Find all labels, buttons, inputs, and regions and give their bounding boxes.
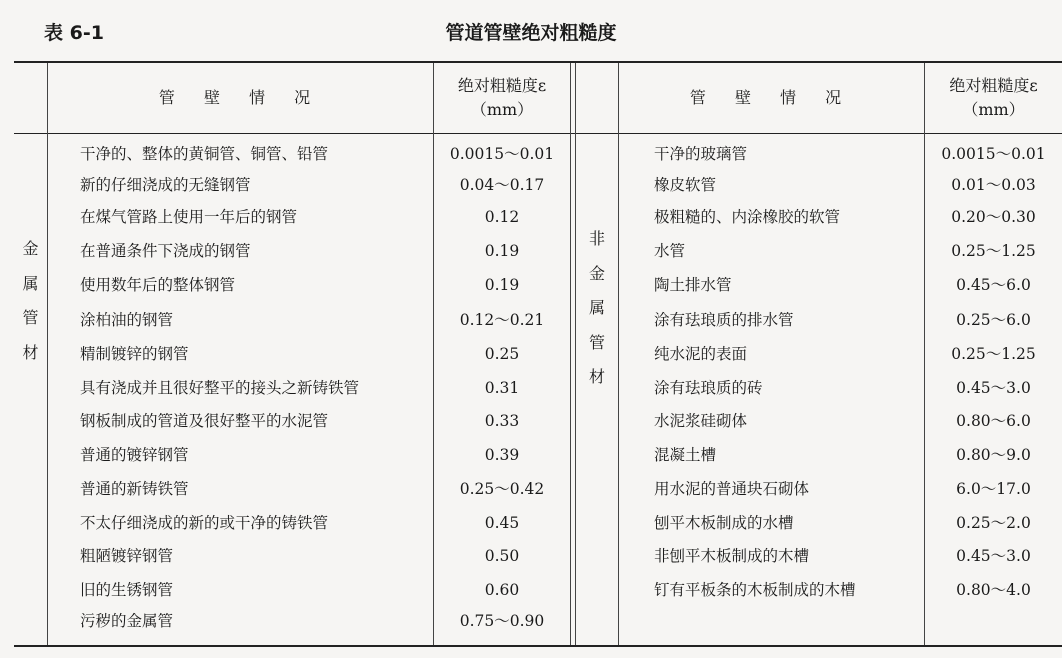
metal-row-value: 0.19 <box>484 242 520 260</box>
metal-row-desc: 使用数年后的整体钢管 <box>80 276 236 294</box>
metal-row-desc: 粗陋镀锌钢管 <box>80 547 174 565</box>
nonmetal-row-desc: 钉有平板条的木板制成的木槽 <box>654 581 856 599</box>
metal-category-label <box>14 232 47 370</box>
metal-row-desc: 新的仔细浇成的无缝钢管 <box>80 176 251 194</box>
metal-row-desc: 在煤气管路上使用一年后的钢管 <box>80 208 298 226</box>
header-wall-condition-right <box>619 63 924 133</box>
nonmetal-row-value: 0.25～1.25 <box>951 345 1036 363</box>
nonmetal-row-value: 0.20～0.30 <box>951 208 1036 226</box>
category-char: 属 <box>588 298 605 317</box>
nonmetal-row-value: 0.80～6.0 <box>956 412 1031 430</box>
nonmetal-row-value: 0.01～0.03 <box>951 176 1036 194</box>
nonmetal-row-value: 0.80～9.0 <box>956 446 1031 464</box>
metal-row-desc: 普通的新铸铁管 <box>80 480 189 498</box>
metal-row-value: 0.33 <box>484 412 520 430</box>
nonmetal-row-value: 0.45～3.0 <box>956 379 1031 397</box>
metal-row-value: 0.12 <box>484 208 520 226</box>
header-roughness-label: 绝对粗糙度ε <box>457 76 547 95</box>
category-char: 管 <box>588 332 605 352</box>
metal-row-value: 0.39 <box>484 446 520 464</box>
metal-row-value: 0.25～0.42 <box>459 480 545 498</box>
table-title: 管道管壁绝对粗糙度 <box>445 22 617 44</box>
nonmetal-row-desc: 刨平木板制成的水槽 <box>654 514 794 532</box>
nonmetal-row-value: 0.25～1.25 <box>951 242 1036 260</box>
metal-row-desc: 精制镀锌的钢管 <box>80 345 189 363</box>
table-number: 表 6-1 <box>44 22 104 44</box>
category-char: 金 <box>22 239 39 258</box>
nonmetal-row-desc: 水管 <box>654 242 686 260</box>
category-char: 管 <box>22 308 39 327</box>
nonmetal-row-value: 0.45～3.0 <box>956 547 1031 565</box>
nonmetal-row-desc: 水泥浆硅砌体 <box>654 412 748 430</box>
metal-row-desc: 在普通条件下浇成的钢管 <box>80 242 251 260</box>
header-wall-condition-left <box>48 63 433 133</box>
nonmetal-category-label <box>576 222 618 395</box>
metal-row-desc: 旧的生锈钢管 <box>80 581 174 599</box>
column-divider <box>618 63 619 645</box>
metal-row-value: 0.19 <box>484 276 520 294</box>
header-unit-label: （mm） <box>470 100 534 119</box>
metal-row-value: 0.31 <box>484 379 520 397</box>
nonmetal-row-desc: 涂有珐琅质的排水管 <box>654 311 794 329</box>
metal-row-value: 0.50 <box>484 547 520 565</box>
nonmetal-row-desc: 涂有珐琅质的砖 <box>654 379 763 397</box>
nonmetal-row-value: 0.0015～0.01 <box>941 145 1046 163</box>
category-char: 非 <box>588 229 605 248</box>
metal-row-value: 0.25 <box>484 345 520 363</box>
metal-row-value: 0.45 <box>484 514 520 532</box>
header-wall-label: 管 壁 情 况 <box>689 88 854 107</box>
nonmetal-row-value: 0.25～6.0 <box>956 311 1031 329</box>
header-rule <box>14 133 1062 134</box>
metal-row-desc: 干净的、整体的黄铜管、铜管、铅管 <box>80 145 329 163</box>
column-divider <box>47 63 48 645</box>
metal-row-value: 0.60 <box>484 581 520 599</box>
category-char: 材 <box>22 342 39 362</box>
metal-row-desc: 普通的镀锌钢管 <box>80 446 189 464</box>
header-roughness-left <box>434 63 570 133</box>
category-char: 材 <box>588 367 605 386</box>
header-wall-label: 管 壁 情 况 <box>158 88 323 107</box>
nonmetal-row-value: 0.80～4.0 <box>956 581 1031 599</box>
nonmetal-row-value: 0.25～2.0 <box>956 514 1031 532</box>
header-roughness-label: 绝对粗糙度ε <box>949 76 1038 95</box>
bottom-rule <box>14 645 1062 647</box>
nonmetal-row-desc: 非刨平木板制成的木槽 <box>654 547 810 565</box>
metal-row-desc: 污秽的金属管 <box>80 612 174 630</box>
metal-row-value: 0.12～0.21 <box>459 311 545 329</box>
nonmetal-row-desc: 橡皮软管 <box>654 176 717 194</box>
metal-row-value: 0.04～0.17 <box>459 176 545 194</box>
nonmetal-row-desc: 混凝土槽 <box>654 446 717 464</box>
nonmetal-row-desc: 干净的玻璃管 <box>654 145 748 163</box>
nonmetal-row-value: 0.45～6.0 <box>956 276 1031 294</box>
metal-row-desc: 不太仔细浇成的新的或干净的铸铁管 <box>80 514 329 532</box>
category-char: 金 <box>588 263 605 283</box>
header-roughness-right <box>925 63 1062 133</box>
header-unit-label: （mm） <box>962 100 1025 119</box>
metal-row-value: 0.0015～0.01 <box>449 145 555 163</box>
category-char: 属 <box>22 273 39 293</box>
metal-row-value: 0.75～0.90 <box>459 612 545 630</box>
nonmetal-row-desc: 陶土排水管 <box>654 276 732 294</box>
nonmetal-row-desc: 用水泥的普通块石砌体 <box>654 480 810 498</box>
metal-row-desc: 具有浇成并且很好整平的接头之新铸铁管 <box>80 379 360 397</box>
nonmetal-row-desc: 极粗糙的、内涂橡胶的软管 <box>654 208 841 226</box>
metal-row-desc: 钢板制成的管道及很好整平的水泥管 <box>80 412 329 430</box>
nonmetal-row-desc: 纯水泥的表面 <box>654 345 748 363</box>
metal-row-desc: 涂柏油的钢管 <box>80 311 174 329</box>
nonmetal-row-value: 6.0～17.0 <box>956 480 1031 498</box>
